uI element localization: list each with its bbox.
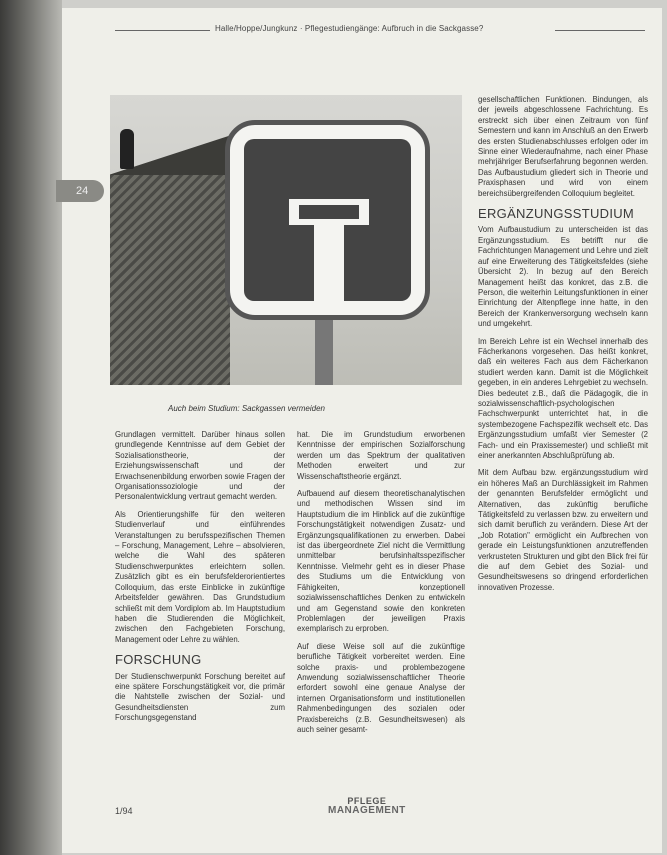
paragraph: gesellschaftlichen Funktionen. Bindungen, als der jeweils abgeschlossene Fachrichtung. Es erstreckt sich über einen Zeitraum von fünf Semestern und kann im Anschluß an den Erwerb des ersten Studienabschlusses erfolgen oder im Sinne einer Wiederaufnahme, nach einer Phase mehrjähriger Berufserfahrung begonnen werden. Das Aufbaustudium gliedert sich in Theorie und Praxisphasen und wird von einem bereichsübergreifenden Colloquium begleitet. xyxy=(478,95,648,198)
magazine-logo xyxy=(328,797,406,815)
paragraph: Vom Aufbaustudium zu unterscheiden ist das Ergänzungsstudium. Es betrifft nur die Fachrichtungen Management und Lehre und zielt auf eine Erweiterung des Tätigkeitsfeldes (siehe Übersicht 2). In bezug auf den Bereich Management heißt das konkret, das z.B. die Person, die weiterhin Leitungsfunktionen in einer Einrichtung der Altenpflege inne hatte, in den Bereich der Krankenversorgung wechseln kann und umgekehrt. xyxy=(478,225,648,329)
sign-crossbar xyxy=(289,199,369,225)
logo-line-2: MANAGEMENT xyxy=(328,805,406,816)
paragraph: Aufbauend auf diesem theoretischanalytischen und methodischen Wissen sind im Hauptstudium die im Hinblick auf die zukünftige Forschungstätigkeit notwendigen Zusatz- und Ergänzungsqualifikationen zu erwerben. Dabei ist das übergeordnete Ziel nicht die Vermittlung unmittelbar berufsinhaltsspezifischer Kenntnisse. Vielmehr geht es in dieser Phase des Studiums um die Entwicklung von Fähigkeiten, konzeptionell sozialwissenschaftliches Denken zu entwickeln und am Gegenstand sowie den konkreten Problemlagen der jeweiligen Praxis exemplarisch zu erproben. xyxy=(297,489,465,634)
text-column-right xyxy=(478,95,648,600)
tab-number: 24 xyxy=(76,185,89,197)
page-number: 1/94 xyxy=(115,806,133,816)
paragraph: Im Bereich Lehre ist ein Wechsel innerhalb des Fächerkanons vorgesehen. Das heißt konkret, daß ein weiteres Fach aus dem Fächerkanon studiert werden kann. Damit ist die Möglichkeit gegeben, in ein anderes Lehrgebiet zu wechseln. Dies bedeutet z.B., daß die Pädagogik, die in sozialwissenschaftlich-psychologischen Fachschwerpunkt unterrichtet hat, in die systembezogene Fachspezifik wechselt etc. Das Ergänzungsstudium umfaßt vier Semester (2 Fach- und ein Praxissemester) und schließt mit einer anerkannten Abschlußprüfung ab. xyxy=(478,336,648,460)
paragraph: Der Studienschwerpunkt Forschung bereitet auf eine spätere Forschungstätigkeit vor, die primär die Nahtstelle zwischen der Sozial- und Gesundheitsdiensten zum Forschungsgegenstand xyxy=(115,671,285,723)
article-photo xyxy=(110,95,462,385)
header-rule-left xyxy=(115,30,210,31)
paragraph: Auf diese Weise soll auf die zukünftige berufliche Tätigkeit vorbereitet werden. Eine solche praxis- und problembezogene Anwendung sozialwissenschaftlicher Theorie erfordert sowohl eine genaue Analyse der internen Organisationsform und institutionellen Rahmenbedingungen des sozialen oder Praxisbereichs (z.B. Gesundheitswesen) als auch seiner gesamt- xyxy=(297,641,465,734)
header-rule-right xyxy=(555,30,645,31)
photo-building xyxy=(110,175,230,385)
text-column-left xyxy=(115,430,285,731)
page-binding-edge xyxy=(0,0,62,855)
text-column-middle xyxy=(297,430,465,742)
paragraph: Grundlagen vermittelt. Darüber hinaus sollen grundlegende Kenntnisse auf dem Gebiet der Sozialisationstheorie, der Erziehungswissenschaft und der Erwachsenenbildung erworben sowie Fragen der Organisationssoziologie und der Personalentwicklung vertraut gemacht werden. xyxy=(115,430,285,502)
photo-caption: Auch beim Studium: Sackgassen vermeiden xyxy=(168,404,325,413)
paragraph: Als Orientierungshilfe für den weiteren Studienverlauf und einführendes Veranstaltungen zu berufsspezifischen Themen – Forschung, Management, Lehre – absolvieren, welche die Wahl des späteren Studienschwerpunktes erleichtern sollen. Zusätzlich gibt es ein berufsfelderorientiertes Colloquium, das erste Einblicke in zukünftige Arbeitsfelder gewähren. Das Grundstudium schließt mit dem Vordiplom ab. Im Hauptstudium haben die Studierenden die Möglichkeit, zwischen den Fachgebieten Forschung, Management oder Lehre zu wählen. xyxy=(115,509,285,644)
logo-line-1: PFLEGE xyxy=(347,796,387,806)
section-heading-forschung: FORSCHUNG xyxy=(115,652,202,668)
dead-end-sign xyxy=(225,120,430,320)
sign-stem xyxy=(314,225,344,315)
running-header: Halle/Hoppe/Jungkunz · Pflegestudiengänge: Aufbruch in die Sackgasse? xyxy=(215,24,484,33)
paragraph: Mit dem Aufbau bzw. ergänzungsstudium wird ein höheres Maß an Durchlässigkeit im Rahmen der genannten Berufsfelder ermöglicht und Alternativen, das zukünftig berufliche Tätigkeitsfeld zu verlassen bzw. zu erweitern und sich damit beruflich zu verändern. Diese Art der „Job Rotation" ermöglicht ein Aufbrechen von gerade ein Leistungsfunktionen anzutreffenden verkrusteten Strukturen und gibt den Blick frei für die auf dem Gebiet des Sozial- und Gesundheitswesens so dringend erforderlichen innovativen Prozesse. xyxy=(478,468,648,592)
photo-sign-post xyxy=(315,310,333,385)
page-tab xyxy=(56,180,104,202)
paragraph: hat. Die im Grundstudium erworbenen Kenntnisse der empirischen Sozialforschung werden um das Spektrum der qualitativen Methoden erweitert und zur Wissenschaftstheorie ergänzt. xyxy=(297,430,465,481)
photo-person xyxy=(120,129,134,169)
sign-face xyxy=(244,139,411,301)
section-heading-ergaenzungsstudium: ERGÄNZUNGSSTUDIUM xyxy=(478,206,635,222)
